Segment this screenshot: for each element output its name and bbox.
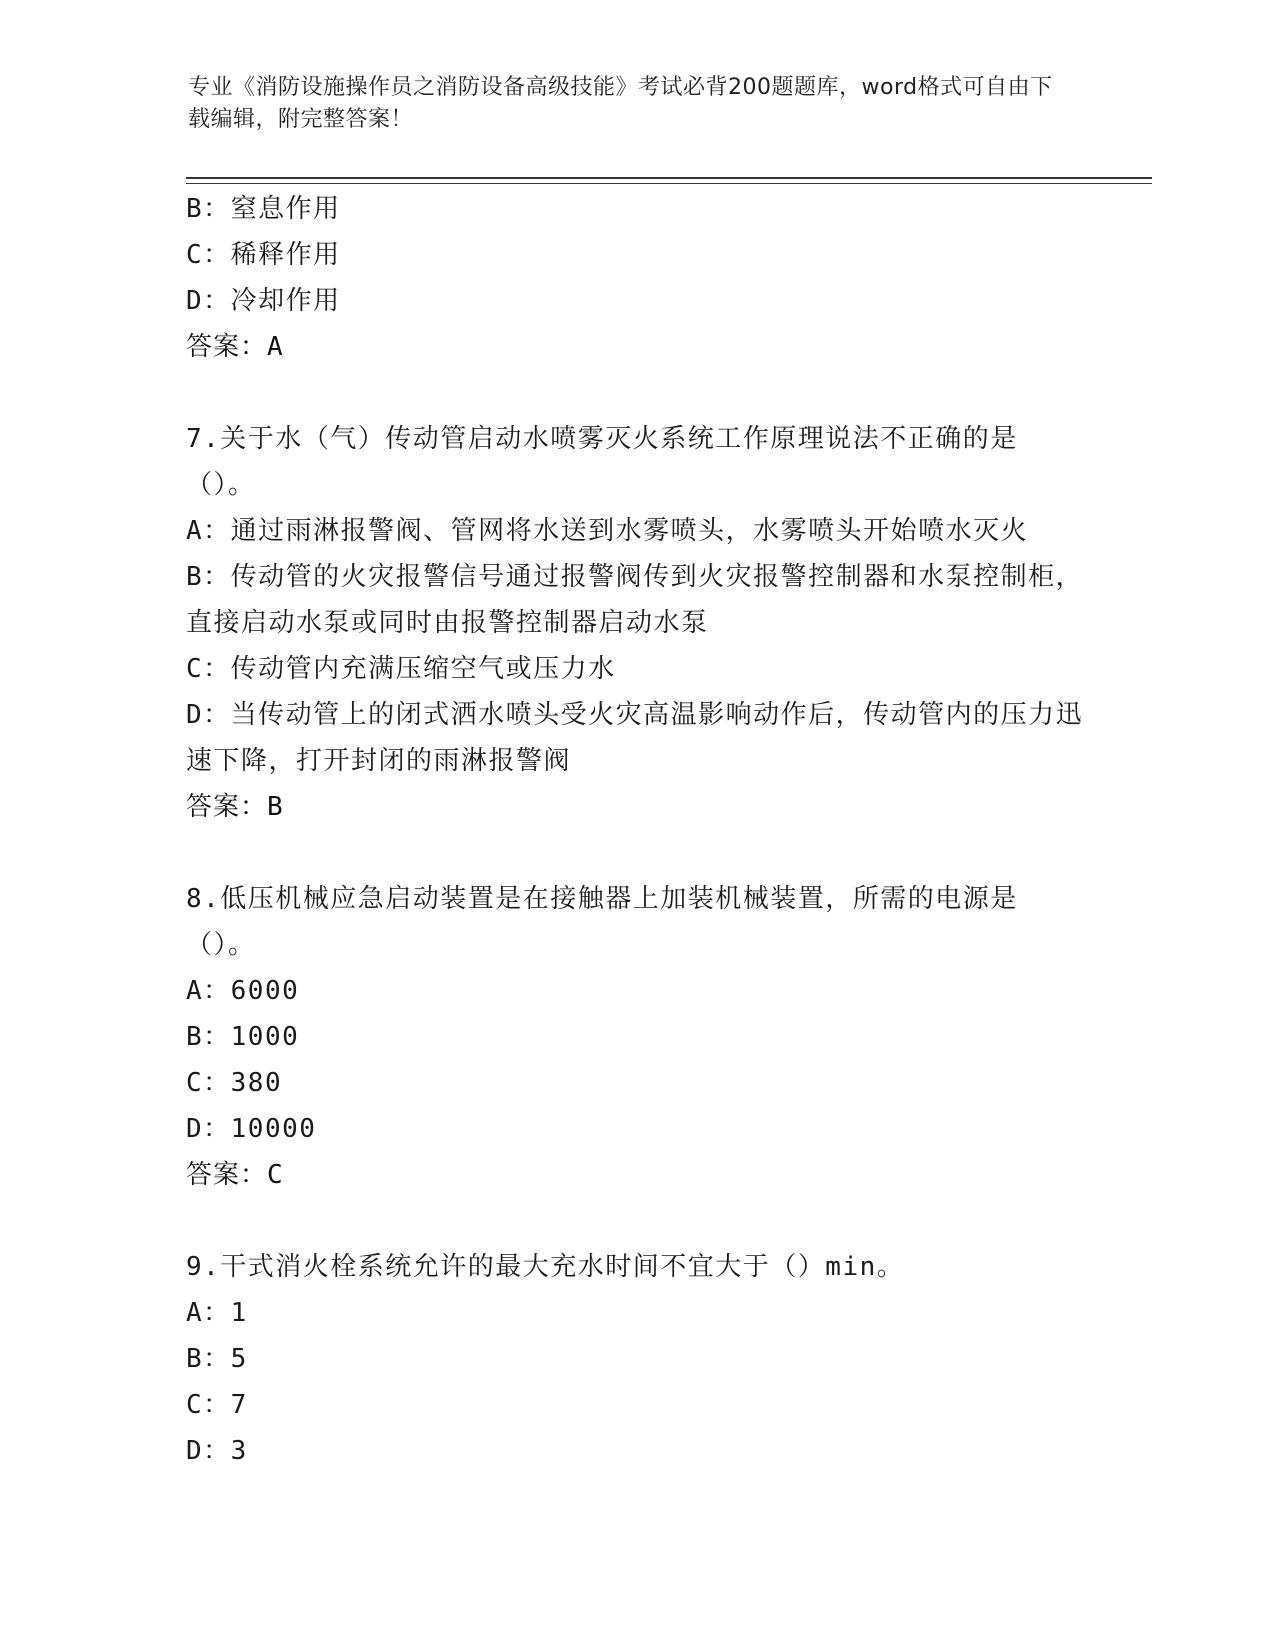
option-a: A：通过雨淋报警阀、管网将水送到水雾喷头，水雾喷头开始喷水灭火 (186, 516, 1029, 546)
previous-question-tail (186, 186, 1086, 370)
document-body (186, 186, 1086, 1474)
answer-label: 答案： (186, 1160, 268, 1190)
answer-line (186, 784, 1086, 830)
spacer (186, 830, 1086, 876)
question-stem: 8.低压机械应急启动装置是在接触器上加装机械装置，所需的电源是（）。 (186, 884, 1018, 960)
answer-value: B (267, 792, 283, 822)
option-d: D：10000 (186, 1114, 317, 1144)
option-a: A：6000 (186, 976, 300, 1006)
option-c: C：传动管内充满压缩空气或压力水 (186, 654, 616, 684)
option-d: D：3 (186, 1436, 248, 1466)
answer-line (186, 324, 1086, 370)
question-stem: 9.干式消火栓系统允许的最大充水时间不宜大于（）min。 (186, 1252, 905, 1282)
answer-label: 答案： (186, 792, 268, 822)
answer-line (186, 1152, 1086, 1198)
option-b: B：传动管的火灾报警信号通过报警阀传到火灾报警控制器和水泵控制柜，直接启动水泵或同时由报警控制器启动水泵 (186, 562, 1084, 638)
answer-value: A (267, 332, 283, 362)
spacer (186, 1198, 1086, 1244)
option-b: B：1000 (186, 1022, 300, 1052)
document-header: 专业《消防设施操作员之消防设备高级技能》考试必背200题题库，word格式可自由下载编辑，附完整答案！ (188, 75, 1053, 132)
spacer (186, 370, 1086, 416)
option-c: C：7 (186, 1390, 248, 1420)
header-divider-thin (186, 183, 1152, 184)
answer-label: 答案： (186, 332, 268, 362)
option-c: C：稀释作用 (186, 240, 341, 270)
option-d: D：当传动管上的闭式洒水喷头受火灾高温影响动作后，传动管内的压力迅速下降，打开封闭的雨淋报警阀 (186, 700, 1084, 776)
option-b: B：窒息作用 (186, 194, 341, 224)
option-b: B：5 (186, 1344, 248, 1374)
question-8 (186, 876, 1086, 1198)
answer-value: C (267, 1160, 283, 1190)
question-stem: 7.关于水（气）传动管启动水喷雾灭火系统工作原理说法不正确的是（）。 (186, 424, 1018, 500)
header-divider-thick (186, 177, 1152, 179)
option-c: C：380 (186, 1068, 283, 1098)
option-a: A：1 (186, 1298, 248, 1328)
question-7 (186, 416, 1086, 830)
option-d: D：冷却作用 (186, 286, 341, 316)
question-9 (186, 1244, 1086, 1474)
